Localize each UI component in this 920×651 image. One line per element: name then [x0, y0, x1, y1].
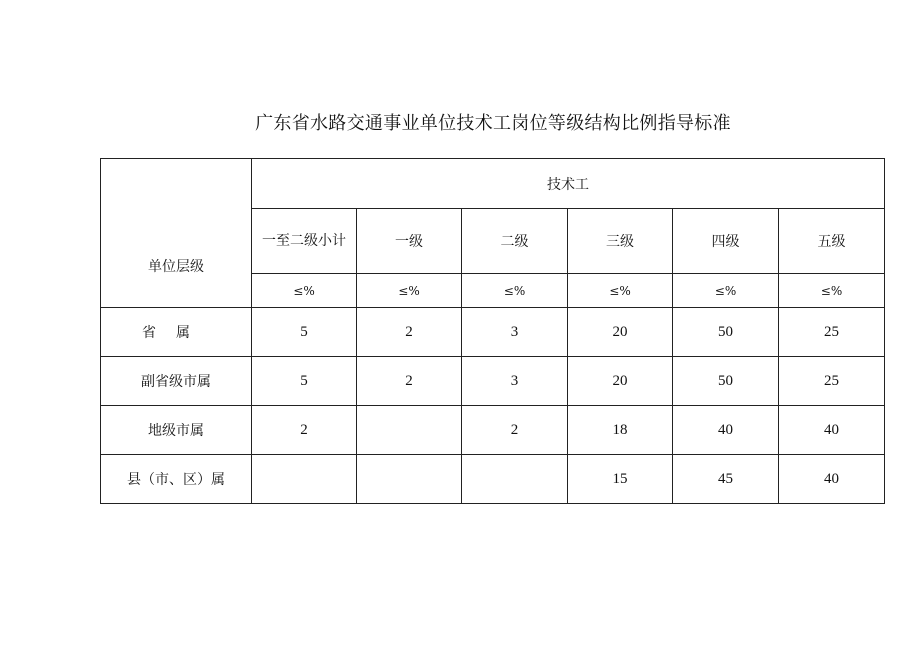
- document-title: 广东省水路交通事业单位技术工岗位等级结构比例指导标准: [255, 113, 731, 134]
- column-header-grade-2: 二级: [462, 209, 568, 274]
- table-cell: 5: [252, 357, 357, 406]
- table-cell: 40: [779, 406, 885, 455]
- row-label-county: 县（市、区）属: [101, 455, 252, 504]
- table-cell: 3: [462, 357, 568, 406]
- row-label-sub-provincial-city: 副省级市属: [101, 357, 252, 406]
- table-cell: 3: [462, 308, 568, 357]
- table-cell: 50: [673, 308, 779, 357]
- limit-grade-4: ≤%: [673, 274, 779, 308]
- table-cell: 5: [252, 308, 357, 357]
- table-cell: 25: [779, 357, 885, 406]
- table-cell: 45: [673, 455, 779, 504]
- row-label-prefecture-city: 地级市属: [101, 406, 252, 455]
- column-header-subtotal: 一至二级小计: [252, 209, 357, 274]
- table-row-county: [101, 455, 885, 504]
- column-header-grade-5: 五级: [779, 209, 885, 274]
- limit-grade-3: ≤%: [568, 274, 673, 308]
- table-cell: 25: [779, 308, 885, 357]
- table-cell: 2: [252, 406, 357, 455]
- limit-grade-5: ≤%: [779, 274, 885, 308]
- table-row-sub-provincial-city: [101, 357, 885, 406]
- table-cell: 18: [568, 406, 673, 455]
- table-cell: 20: [568, 308, 673, 357]
- table-cell: 2: [357, 308, 462, 357]
- row-label-provincial: 省属: [101, 308, 252, 357]
- technician-group-header: 技术工: [252, 159, 885, 209]
- table-cell: [252, 455, 357, 504]
- table-cell: 40: [779, 455, 885, 504]
- table-row-provincial: [101, 308, 885, 357]
- column-header-grade-3: 三级: [568, 209, 673, 274]
- header-row-group: [101, 159, 885, 209]
- table-cell: [462, 455, 568, 504]
- table-cell: [357, 406, 462, 455]
- grade-ratio-table: [100, 158, 885, 504]
- column-header-grade-4: 四级: [673, 209, 779, 274]
- limit-grade-2: ≤%: [462, 274, 568, 308]
- table-cell: 2: [357, 357, 462, 406]
- table-cell: 2: [462, 406, 568, 455]
- column-header-grade-1: 一级: [357, 209, 462, 274]
- unit-level-header: 单位层级: [101, 159, 252, 308]
- table-cell: 15: [568, 455, 673, 504]
- table-cell: 50: [673, 357, 779, 406]
- limit-subtotal: ≤%: [252, 274, 357, 308]
- table-cell: 40: [673, 406, 779, 455]
- table-cell: 20: [568, 357, 673, 406]
- limit-grade-1: ≤%: [357, 274, 462, 308]
- table-cell: [357, 455, 462, 504]
- table-row-prefecture-city: [101, 406, 885, 455]
